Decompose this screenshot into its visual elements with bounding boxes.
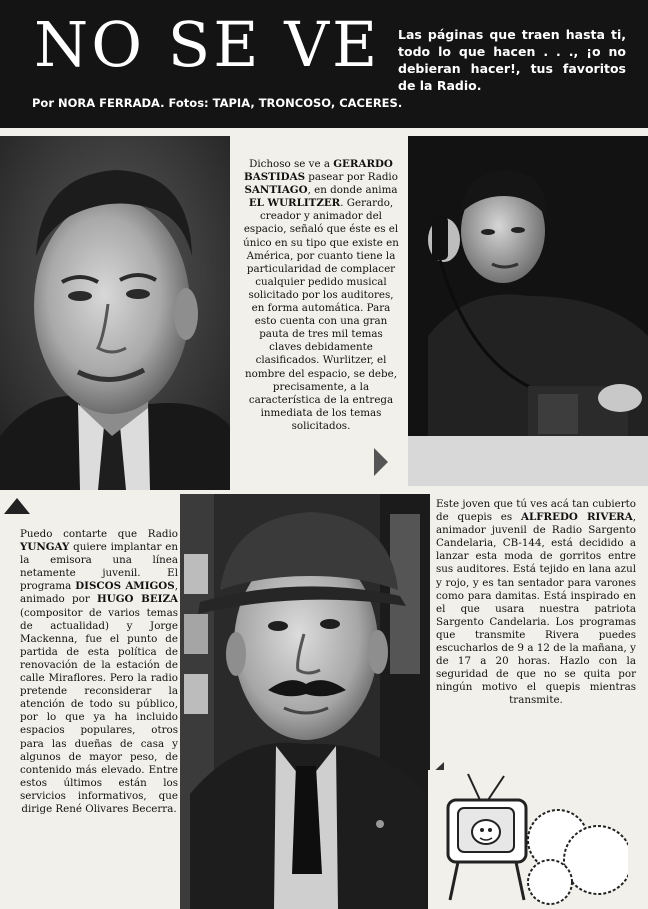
- triangle-up-icon: [4, 498, 30, 514]
- header-band: [0, 0, 648, 128]
- article-text: Puedo contarte que Radio: [20, 528, 178, 540]
- article-name-highlight: GERARDO BASTIDAS: [244, 158, 393, 184]
- article-text: . Gerardo, creador y animador del espacio, señaló que éste es el único en su tipo que existe en América, por cuanto tiene la particularidad de complacer cualquier pedido musical solicitado por los auditores, en forma automática. Para esto cuenta con una gran pauta de tres mil temas claves debidamente clasificados. Wurlitzer, el nombre del espacio, se debe, precisamente, a la característica de la entrega inmediata de los temas solicitados.: [243, 197, 399, 432]
- article-text: quiere implantar en la emisora una línea netamente juvenil. El programa: [20, 541, 178, 593]
- photo-alfredo-graphic: [180, 494, 430, 909]
- photo-phone-graphic: [408, 136, 648, 486]
- photo-man-on-telephone: [408, 136, 648, 486]
- article-text: , animado por: [20, 580, 178, 606]
- article-alfredo-rivera: [436, 498, 636, 708]
- article-text: Dichoso se ve a: [249, 158, 334, 170]
- intro-text: Las páginas que traen hasta ti, todo lo que hacen . . ., ¡o no debieran hacer!, tus favoritos de la Radio.: [398, 27, 626, 93]
- article-text: pasear por Radio: [305, 171, 398, 184]
- article-text: , en donde anima: [307, 184, 398, 197]
- article-name-highlight: HUGO BEIZA: [97, 593, 178, 606]
- cartoon-television: [428, 770, 628, 909]
- article-name-highlight: ALFREDO RIVERA: [521, 511, 633, 524]
- article-text: (compositor de varios temas de actualidad) y Jorge Mackenna, fue el punto de partida de esta política de renovación de la estación de calle Miraflores. Pero la radio pretende reconsiderar la atención de todo su público, por lo que ya ha incluido espacios populares, otros para las dueñas de casa y algunos de mayor peso, de contenido más elevado. Entre estos últimos están los servicios informativos, que dirige René Olivares Becerra.: [20, 606, 178, 815]
- photo-gerardo-graphic: [0, 136, 230, 490]
- photo-gerardo-bastidas: [0, 136, 230, 490]
- article-text: Este joven que tú ves acá tan cubierto de quepis es: [436, 498, 636, 524]
- page-title: NO SE VE: [34, 8, 381, 81]
- article-program-highlight: DISCOS AMIGOS: [75, 580, 175, 593]
- article-program-highlight: EL WURLITZER: [248, 197, 341, 210]
- article-radio-yungay: [20, 528, 178, 816]
- cartoon-tv-graphic: [428, 770, 628, 909]
- article-text: , animador juvenil de Radio Sargento Candelaria, CB-144, está decidido a lanzar esta moda de gorritos entre sus auditores. Está tejido en lana azul y rojo, y es tan sentador para varones como para damitas. Está inspirado en el que usara nuestra patriota Sargento Candelaria. Los programas que transmite Rivera puedes escucharlos de 9 a 12 de la mañana, y de 17 a 20 horas. Hazlo con la seguridad de que no se quita por ningún motivo el quepis mientras transmite.: [436, 511, 637, 707]
- byline: Por NORA FERRADA. Fotos: TAPIA, TRONCOSO, CACERES.: [32, 96, 403, 110]
- article-station-highlight: SANTIAGO: [244, 184, 308, 197]
- article-gerardo-bastidas: [242, 158, 400, 433]
- triangle-right-icon: [374, 448, 388, 476]
- article-station-highlight: YUNGAY: [20, 541, 70, 554]
- photo-alfredo-rivera: [180, 494, 430, 909]
